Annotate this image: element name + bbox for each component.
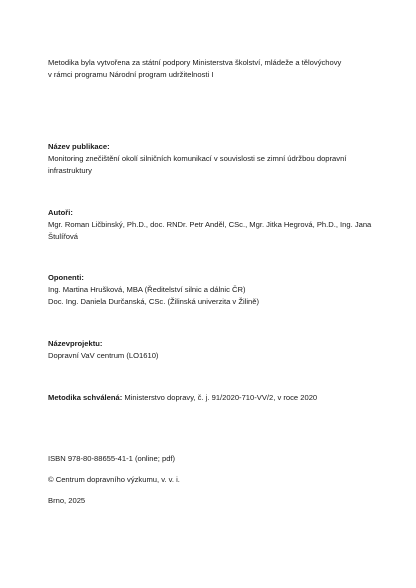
approval-text: Ministerstvo dopravy, č. j. 91/2020-710-VV/2, v roce 2020 bbox=[122, 393, 318, 402]
publication-title: Monitoring znečištění okolí silničních komunikací v souvislosti se zimní údržbou dopravní infrastruktury bbox=[48, 154, 347, 175]
intro-section bbox=[48, 57, 378, 81]
project-label: Názevprojektu: bbox=[48, 339, 103, 348]
intro-line-1: Metodika byla vytvořena za státní podpory Ministerstva školství, mládeže a tělovýchovy bbox=[48, 58, 342, 67]
isbn-section bbox=[48, 453, 378, 465]
isbn: ISBN 978-80-88655-41-1 (online; pdf) bbox=[48, 454, 176, 463]
authors-label: Autoři: bbox=[48, 208, 73, 217]
opponent-1: Ing. Martina Hrušková, MBA (Ředitelství silnic a dálnic ČR) bbox=[48, 285, 246, 294]
authors-names: Mgr. Roman Ličbinský, Ph.D., doc. RNDr. Petr Anděl, CSc., Mgr. Jitka Hegrová, Ph.D., Ing. Jana Štulířová bbox=[48, 220, 372, 241]
place-year: Brno, 2025 bbox=[48, 496, 86, 505]
approval-line bbox=[48, 392, 378, 404]
intro-line-2: v rámci programu Národní program udržitelnosti I bbox=[48, 70, 214, 79]
opponents-section bbox=[48, 272, 378, 308]
project-name: Dopravní VaV centrum (LO1610) bbox=[48, 351, 159, 360]
approval-label: Metodika schválená: bbox=[48, 393, 123, 402]
opponent-2: Doc. Ing. Daniela Durčanská, CSc. (Žilinská univerzita v Žilině) bbox=[48, 297, 260, 306]
place-year-section bbox=[48, 495, 378, 507]
copyright-section bbox=[48, 474, 378, 486]
copyright: © Centrum dopravního výzkumu, v. v. i. bbox=[48, 475, 180, 484]
publication-section bbox=[48, 141, 378, 177]
publication-label: Název publikace: bbox=[48, 142, 110, 151]
opponents-label: Oponenti: bbox=[48, 273, 84, 282]
authors-section bbox=[48, 207, 378, 243]
approval-section bbox=[48, 392, 378, 404]
project-section bbox=[48, 338, 378, 362]
